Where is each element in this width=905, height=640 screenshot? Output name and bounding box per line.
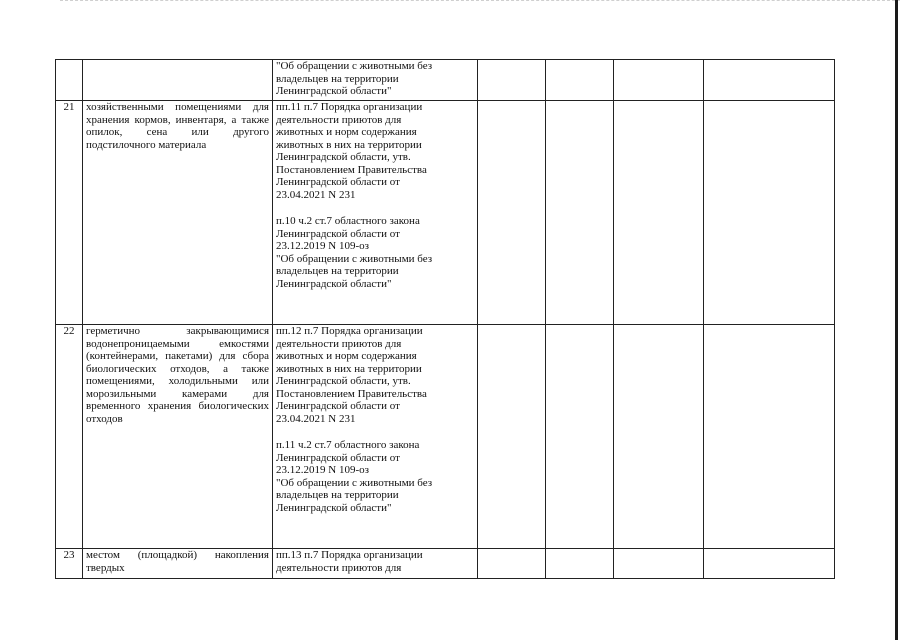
empty-cell [478, 549, 546, 579]
empty-cell [614, 325, 704, 549]
row-number: 21 [56, 101, 83, 325]
top-edge-dash [60, 0, 900, 2]
legal-basis-cell [273, 549, 478, 579]
legal-basis-text: пп.12 п.7 Порядка организации деятельности приютов для животных и норм содержания животных в них на территории Ленинградской области, утв. Постановлением Правительства Ленинградской области от 23.04.2021 N 231 [276, 325, 427, 425]
requirement-cell [83, 60, 273, 101]
row-number: 22 [56, 325, 83, 549]
empty-cell [478, 60, 546, 101]
checklist-table [55, 59, 835, 579]
requirement-text: хозяйственными помещениями для хранения кормов, инвентаря, а также опилок, сена или другого подстилочного материала [86, 101, 269, 151]
empty-cell [614, 549, 704, 579]
requirement-cell [83, 549, 273, 579]
table-row [56, 60, 835, 101]
empty-cell [704, 101, 835, 325]
requirement-cell [83, 325, 273, 549]
table-row [56, 101, 835, 325]
legal-basis-cell [273, 101, 478, 325]
empty-cell [614, 101, 704, 325]
legal-basis-text: п.10 ч.2 ст.7 областного закона Ленинградской области от 23.12.2019 N 109-оз "Об обращении с животными без владельцев на территории Ленинградской области" [276, 215, 433, 290]
empty-cell [704, 325, 835, 549]
legal-basis-text: пп.13 п.7 Порядка организации деятельности приютов для [276, 549, 423, 574]
table-row [56, 325, 835, 549]
requirement-cell [83, 101, 273, 325]
empty-cell [704, 549, 835, 579]
legal-basis-text: п.11 ч.2 ст.7 областного закона Ленинградской области от 23.12.2019 N 109-оз "Об обращении с животными без владельцев на территории Ленинградской области" [276, 439, 433, 514]
empty-cell [546, 101, 614, 325]
empty-cell [478, 101, 546, 325]
legal-basis-cell [273, 325, 478, 549]
row-number [56, 60, 83, 101]
legal-basis-cell [273, 60, 478, 101]
requirement-text: герметично закрывающимися водонепроницаемыми емкостями (контейнерами, пакетами) для сбора биологических отходов, а также помещениями, холодильными или морозильными камерами для временного хранения биологических отходов [86, 325, 269, 425]
table-row [56, 549, 835, 579]
empty-cell [546, 549, 614, 579]
empty-cell [546, 325, 614, 549]
empty-cell [704, 60, 835, 101]
row-number: 23 [56, 549, 83, 579]
legal-basis-text: пп.11 п.7 Порядка организации деятельности приютов для животных и норм содержания животных в них на территории Ленинградской области, утв. Постановлением Правительства Ленинградской области от 23.04.2021 N 231 [276, 101, 427, 201]
empty-cell [614, 60, 704, 101]
empty-cell [546, 60, 614, 101]
requirement-text: местом (площадкой) накопления твердых [86, 549, 269, 574]
scan-edge-line [895, 0, 898, 640]
empty-cell [478, 325, 546, 549]
legal-basis-text: "Об обращении с животными без владельцев на территории Ленинградской области" [276, 60, 433, 97]
